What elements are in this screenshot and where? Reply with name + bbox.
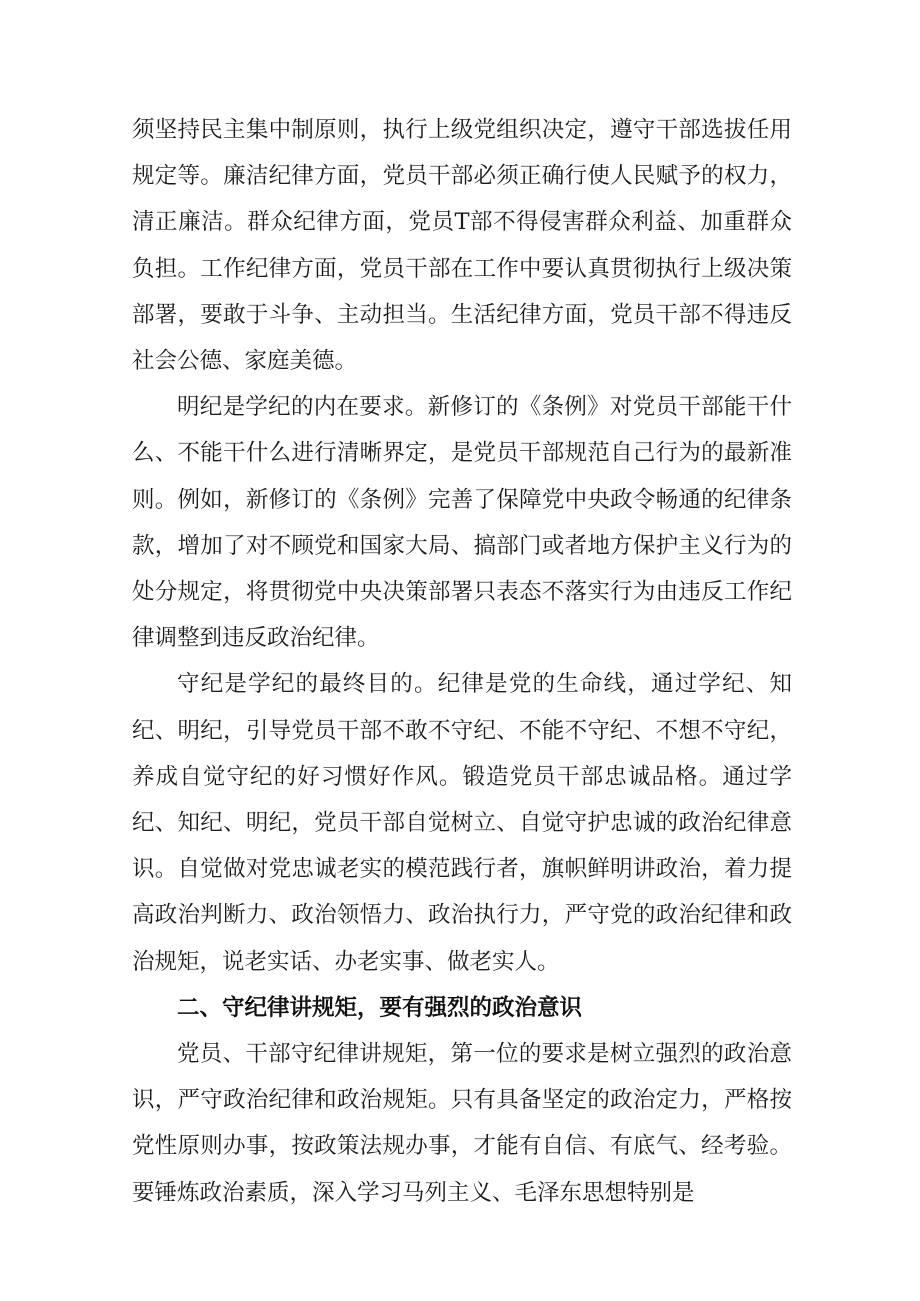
paragraph-ming-ji: 明纪是学纪的内在要求。新修订的《条例》对党员干部能干什么、不能干什么进行清晰界定，是党员干部规范自己行为的最新准则。例如，新修订的《条例》完善了保障党中央政令畅通的纪律条款，增加了对不顾党和国家大局、搞部门或者地方保护主义行为的处分规定，将贯彻党中央决策部署只表态不落实行为由违反工作纪律调整到违反政治纪律。: [132, 394, 792, 652]
paragraph-continuation: 须坚持民主集中制原则，执行上级党组织决定，遵守干部选拔任用规定等。廉洁纪律方面，党员干部必须正确行使人民赋予的权力，清正廉洁。群众纪律方面，党员T部不得侵害群众利益、加重群众负担。工作纪律方面，党员干部在工作中要认真贯彻执行上级决策部署，要敢于斗争、主动担当。生活纪律方面，党员干部不得违反社会公德、家庭美德。: [132, 117, 792, 375]
document-body: [132, 107, 792, 1216]
paragraph-shou-ji: 守纪是学纪的最终目的。纪律是党的生命线，通过学纪、知纪、明纪，引导党员干部不敢不守纪、不能不守纪、不想不守纪，养成自觉守纪的好习惯好作风。锻造党员干部忠诚品格。通过学纪、知纪、明纪，党员干部自觉树立、自觉守护忠诚的政治纪律意识。自觉做对党忠诚老实的模范践行者，旗帜鲜明讲政治，着力提高政治判断力、政治领悟力、政治执行力，严守党的政治纪律和政治规矩，说老实话、办老实事、做老实人。: [132, 671, 792, 975]
section-heading: 二、守纪律讲规矩，要有强烈的政治意识: [177, 994, 583, 1021]
paragraph-political-awareness: 党员、干部守纪律讲规矩，第一位的要求是树立强烈的政治意识，严守政治纪律和政治规矩。只有具备坚定的政治定力，严格按党性原则办事，按政策法规办事，才能有自信、有底气、经考验。要锤炼政治素质，深入学习马列主义、毛泽东思想特别是: [132, 1041, 792, 1206]
